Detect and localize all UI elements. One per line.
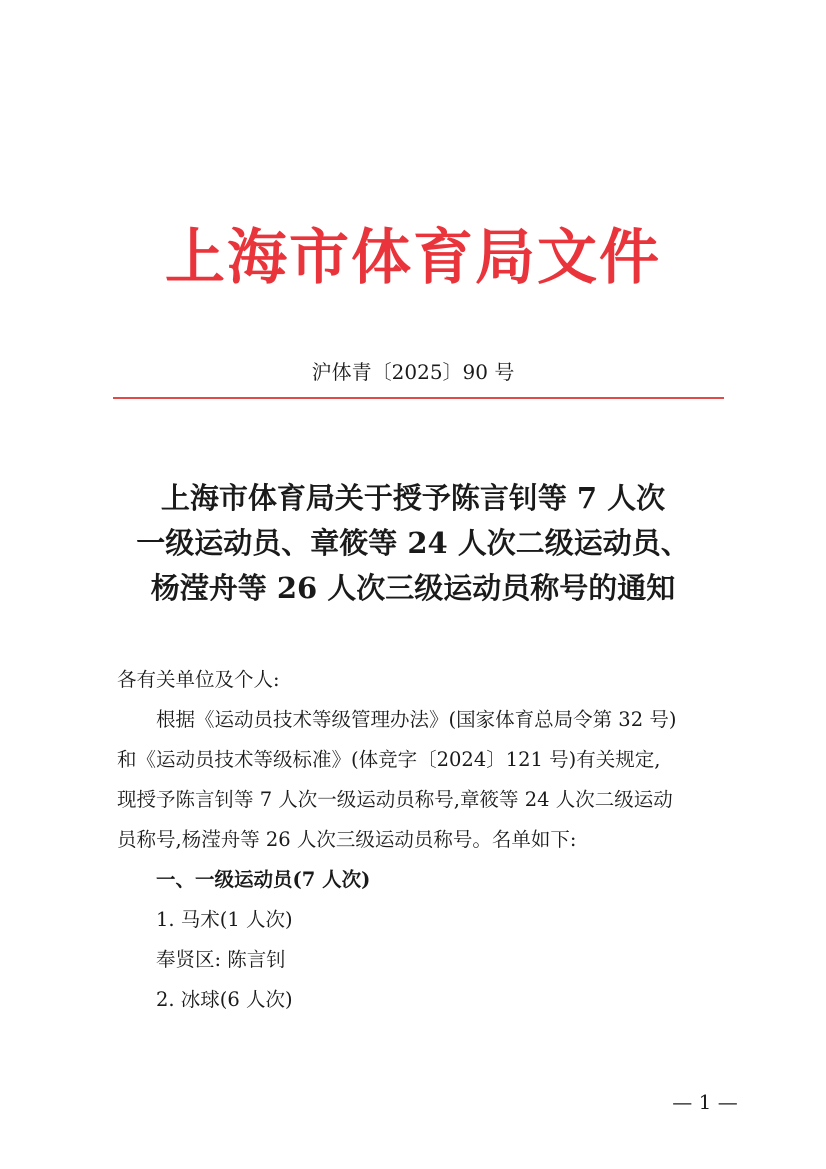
notice-title-line-3: 杨滢舟等 26 人次三级运动员称号的通知 (150, 571, 676, 605)
list-item-fengxian: 奉贤区: 陈言钊 (156, 948, 286, 971)
notice-body (117, 660, 717, 1020)
paragraph-line-2: 和《运动员技术等级标准》(体竞字〔2024〕121 号)有关规定, (117, 748, 661, 771)
document-number: 沪体青〔2025〕90 号 (311, 360, 515, 384)
list-item-equestrian: 1. 马术(1 人次) (156, 908, 293, 931)
agency-header-title: 上海市体育局文件 (165, 223, 661, 293)
notice-title (90, 476, 736, 611)
paragraph-line-1: 根据《运动员技术等级管理办法》(国家体育总局令第 32 号) (156, 708, 677, 731)
list-item-ice-hockey: 2. 冰球(6 人次) (156, 988, 293, 1011)
salutation: 各有关单位及个人: (117, 668, 280, 691)
paragraph-line-3: 现授予陈言钊等 7 人次一级运动员称号,章筱等 24 人次二级运动 (117, 788, 673, 811)
notice-title-line-1: 上海市体育局关于授予陈言钊等 7 人次 (160, 481, 666, 515)
paragraph-line-4: 员称号,杨滢舟等 26 人次三级运动员称号。名单如下: (117, 828, 577, 851)
main-paragraph (117, 700, 717, 860)
page-number: — 1 — (672, 1090, 738, 1114)
notice-title-line-2: 一级运动员、章筱等 24 人次二级运动员、 (136, 526, 690, 560)
red-divider-line (113, 397, 724, 399)
section-heading-level-1: 一、一级运动员(7 人次) (156, 868, 371, 891)
